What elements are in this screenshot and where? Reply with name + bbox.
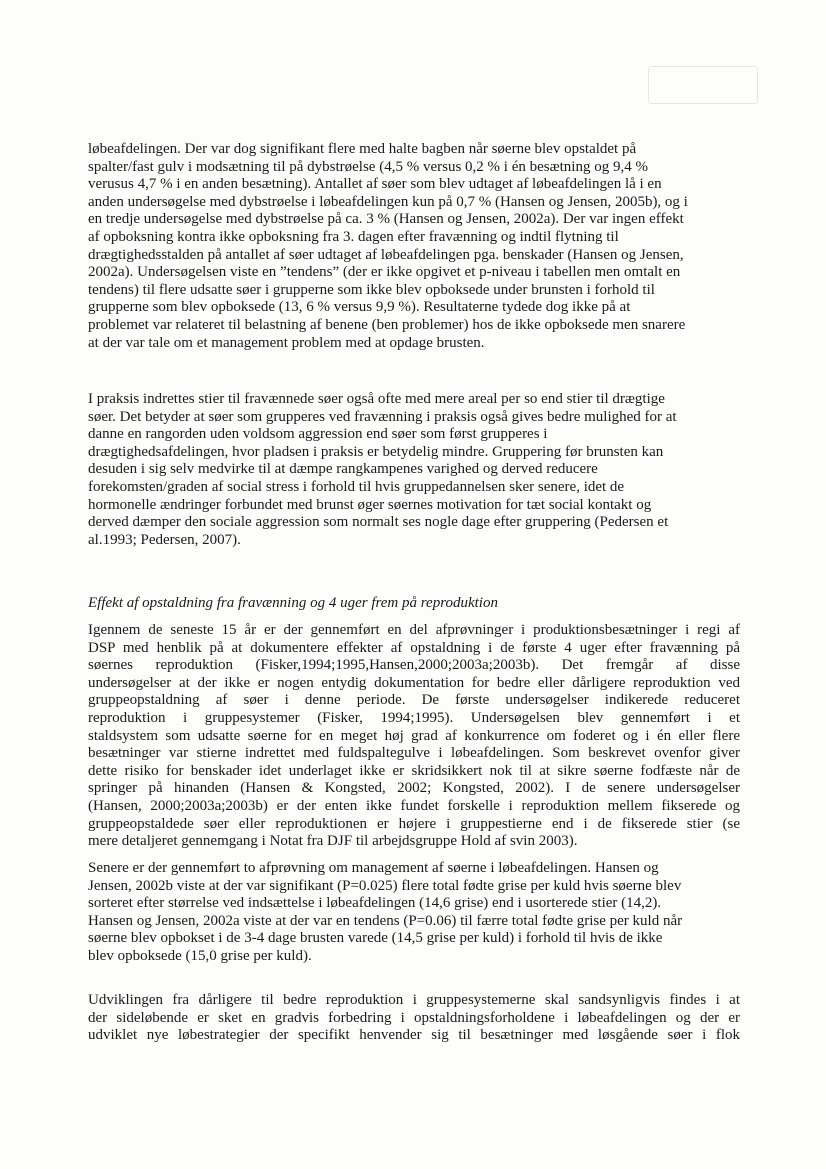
paragraph-development bbox=[88, 992, 740, 1045]
text-line: al.1993; Pedersen, 2007). bbox=[88, 531, 241, 548]
text-line: gruppeopstaldede søer eller reproduktionen er højere i gruppestierne end i de fikserede stier (se bbox=[88, 815, 740, 832]
text-line: søernes reproduktion (Fisker,1994;1995,Hansen,2000;2003a;2003b). Det fremgår af disse bbox=[88, 657, 740, 674]
text-line: søer. Det betyder at søer som grupperes ved fravænning i praksis også gives bedre mulighed for at bbox=[88, 408, 677, 425]
text-line: af opboksning kontra ikke opboksning fra 3. dagen efter fravænning og indtil flytning til bbox=[88, 228, 619, 245]
text-line: gruppeopstaldning af søer i denne periode. De første undersøgelser indikerede reduceret bbox=[88, 692, 740, 709]
text-line: danne en rangorden uden voldsom aggression end søer som først grupperes i bbox=[88, 426, 548, 443]
text-line: spalter/fast gulv i modsætning til på dybstrøelse (4,5 % versus 0,2 % i én besætning og 9,4 % bbox=[88, 158, 648, 175]
text-line: verusus 4,7 % i en anden besætning). Antallet af søer som blev udtaget af løbeafdelingen lå i en bbox=[88, 176, 662, 193]
paragraph-management-trials bbox=[88, 860, 740, 966]
text-line: mere detaljeret gennemgang i Notat fra DJF til arbejdsgruppe Hold af svin 2003). bbox=[88, 833, 578, 850]
text-line: (Hansen, 2000;2003a;2003b) er der enten ikke fundet forskelle i reproduktion mellem fikserede og bbox=[88, 797, 740, 814]
text-line: drægtighedsstalden på antallet af søer udtaget af løbeafdelingen pga. benskader (Hansen og Jensen, bbox=[88, 246, 684, 263]
text-line: at der var tale om et management problem med at opdage brusten. bbox=[88, 334, 485, 351]
text-line: besætninger var stierne indrettet med fuldspaltegulve i løbeafdelingen. Som beskrevet ovenfor giver bbox=[88, 745, 740, 762]
text-line: hormonelle ændringer forbundet med brunst øger søernes motivation for tæt social kontakt og bbox=[88, 496, 652, 513]
text-line: staldsystem som udsatte søerne for en meget høj grad af konkurrence om foderet og i én eller flere bbox=[88, 727, 740, 744]
text-line: grupperne som blev opboksede (13, 6 % versus 9,9 %). Resultaterne tydede dog ikke på at bbox=[88, 299, 631, 316]
paragraph-grouping-practice bbox=[88, 391, 740, 549]
text-line: blev opboksede (15,0 grise per kuld). bbox=[88, 947, 312, 964]
paragraph-reproduction-studies bbox=[88, 622, 740, 851]
text-line: anden undersøgelse med dybstrøelse i løbeafdelingen kun på 0,7 % (Hansen og Jensen, 2005b), og i bbox=[88, 193, 688, 210]
text-line: springer på hinanden (Hansen & Kongsted, 2002; Kongsted, 2002). I de senere undersøgelser bbox=[88, 780, 740, 797]
text-line: problemet var relateret til belastning af benene (ben problemer) hos de ikke opboksede men snarere bbox=[88, 316, 686, 333]
section-heading: Effekt af opstaldning fra fravænning og 4 uger frem på reproduktion bbox=[88, 595, 498, 611]
text-line: tendens) til flere udsatte søer i grupperne som ikke blev opboksede under brunsten i forhold til bbox=[88, 281, 655, 298]
text-line: undersøgelser at der ikke er nogen entydig dokumentation for bedre eller dårligere reproduktion ved bbox=[88, 674, 740, 691]
text-line: udviklet nye løbestrategier der specifikt henvender sig til besætninger med løsgående søer i flok bbox=[88, 1027, 740, 1044]
text-line: løbeafdelingen. Der var dog signifikant flere med halte bagben når søerne blev opstaldet på bbox=[88, 141, 637, 157]
text-line: I praksis indrettes stier til fravænnede søer også ofte med mere areal per so end stier til drægtige bbox=[88, 391, 665, 407]
text-line: 2002a). Undersøgelsen viste en ”tendens” (der er ikke opgivet et p-niveau i tabellen men omtalt en bbox=[88, 264, 681, 281]
text-line: forekomsten/graden af social stress i forhold til hvis gruppedannelsen sker senere, idet de bbox=[88, 478, 625, 495]
text-line: dette risiko for benskader idet underlaget ikke er skridsikkert nok til at sikre søerne fodfæste når de bbox=[88, 762, 740, 779]
text-line: Senere er der gennemført to afprøvning om management af søerne i løbeafdelingen. Hansen og bbox=[88, 860, 659, 876]
text-line: derved dæmper den sociale aggression som normalt ses nogle dage efter gruppering (Pedersen et bbox=[88, 514, 669, 531]
text-line: en tredje undersøgelse med dybstrøelse på ca. 3 % (Hansen og Jensen, 2002a). Der var ingen effekt bbox=[88, 211, 684, 228]
text-line: der sideløbende er sket en gradvis forbedring i opstaldningsforholdene i løbeafdelingen og der er bbox=[88, 1009, 740, 1026]
text-line: reproduktion i gruppesystemer (Fisker, 1994;1995). Undersøgelsen blev gennemført i et bbox=[88, 709, 740, 726]
text-line: Jensen, 2002b viste at der var signifikant (P=0.025) flere total fødte grise per kuld hvis søerne blev bbox=[88, 877, 682, 894]
paragraph-lameness bbox=[88, 141, 740, 352]
text-line: søerne blev opbokset i de 3-4 dage brusten varede (14,5 grise per kuld) i forhold til hvis de ikke bbox=[88, 930, 663, 947]
text-line: Igennem de seneste 15 år er der gennemført en del afprøvninger i produktionsbesætninger i regi af bbox=[88, 622, 740, 638]
text-line: sorteret efter størrelse ved indsættelse i løbeafdelingen (14,6 grise) end i usorterede stier (14,2). bbox=[88, 895, 662, 912]
faint-stamp-mark bbox=[648, 66, 758, 104]
text-line: Udviklingen fra dårligere til bedre reproduktion i gruppesystemerne skal sandsynligvis findes i at bbox=[88, 992, 740, 1008]
text-line: desuden i sig selv medvirke til at dæmpe rangkampenes varighed og derved reducere bbox=[88, 461, 598, 478]
text-line: DSP med henblik på at dokumentere effekter af opstaldning i de første 4 uger efter fravænning på bbox=[88, 639, 740, 656]
text-line: drægtighedsafdelingen, hvor pladsen i praksis er betydelig mindre. Gruppering før brunsten kan bbox=[88, 443, 664, 460]
text-line: Hansen og Jensen, 2002a viste at der var en tendens (P=0.06) til færre total fødte grise per kuld når bbox=[88, 912, 683, 929]
